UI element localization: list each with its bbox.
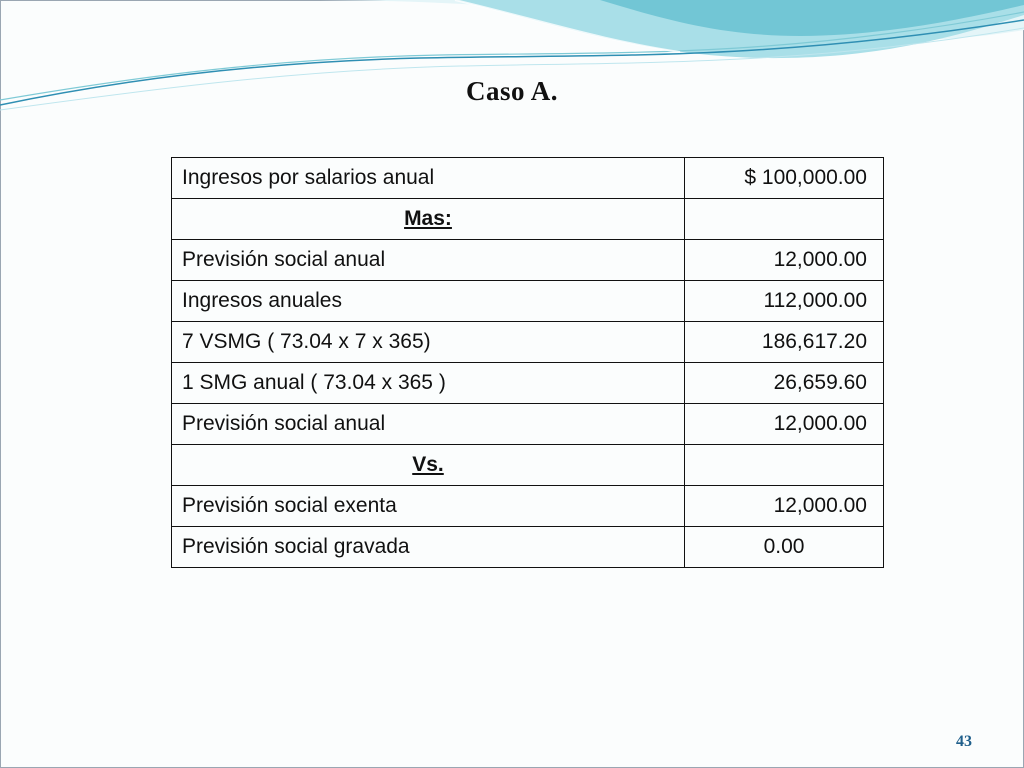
row-value: 186,617.20 xyxy=(685,322,884,363)
row-label: Ingresos por salarios anual xyxy=(172,158,685,199)
table-row xyxy=(172,445,884,486)
row-label: Previsión social anual xyxy=(172,404,685,445)
row-value xyxy=(685,199,884,240)
row-value: 0.00 xyxy=(685,527,884,568)
table-row xyxy=(172,281,884,322)
table-row xyxy=(172,322,884,363)
row-label: 1 SMG anual ( 73.04 x 365 ) xyxy=(172,363,685,404)
section-label-mas: Mas: xyxy=(172,199,685,240)
income-table xyxy=(171,157,884,568)
row-value: 12,000.00 xyxy=(685,240,884,281)
table-row xyxy=(172,363,884,404)
table-row xyxy=(172,527,884,568)
row-value: 112,000.00 xyxy=(685,281,884,322)
row-value: 12,000.00 xyxy=(685,404,884,445)
table-row xyxy=(172,240,884,281)
slide-title: Caso A. xyxy=(465,76,558,106)
row-value: $ 100,000.00 xyxy=(685,158,884,199)
row-label: Previsión social gravada xyxy=(172,527,685,568)
row-label: Previsión social anual xyxy=(172,240,685,281)
table-row xyxy=(172,199,884,240)
table-row xyxy=(172,158,884,199)
page-number: 43 xyxy=(956,733,972,750)
row-label: Ingresos anuales xyxy=(172,281,685,322)
row-value: 26,659.60 xyxy=(685,363,884,404)
table-row xyxy=(172,486,884,527)
table-row xyxy=(172,404,884,445)
row-value xyxy=(685,445,884,486)
row-label: 7 VSMG ( 73.04 x 7 x 365) xyxy=(172,322,685,363)
row-label: Previsión social exenta xyxy=(172,486,685,527)
row-value: 12,000.00 xyxy=(685,486,884,527)
section-label-vs: Vs. xyxy=(172,445,685,486)
